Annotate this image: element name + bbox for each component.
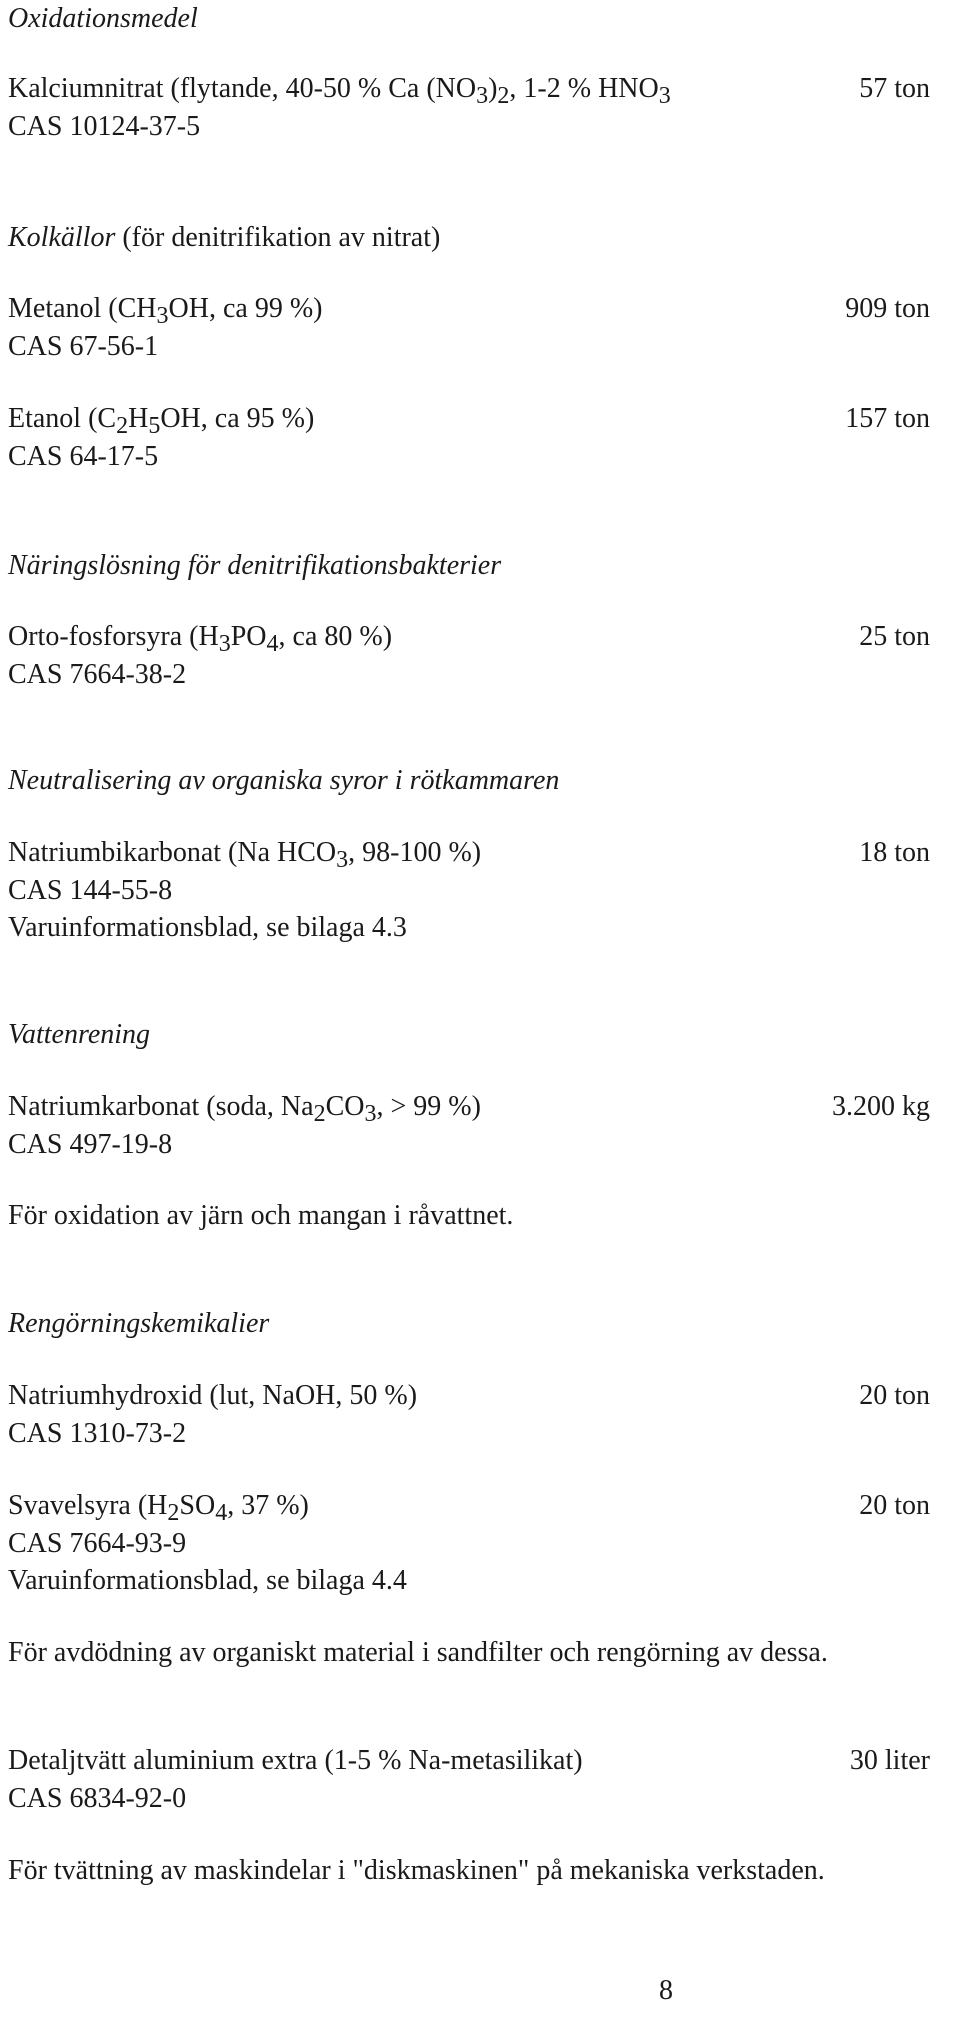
- chemical-name-sulfuric-acid: Svavelsyra (H2SO4, 37 %): [8, 1490, 309, 1526]
- chemical-name-calcium-nitrate: Kalciumnitrat (flytande, 40-50 % Ca (NO3)2, 1-2 % HNO3: [8, 73, 671, 109]
- chemical-name-sodium-hydroxide: Natriumhydroxid (lut, NaOH, 50 %): [8, 1380, 418, 1411]
- amount-phosphoric-acid: 25 ton: [859, 621, 930, 652]
- amount-detergent: 30 liter: [849, 1745, 930, 1776]
- cas-calcium-nitrate: CAS 10124-37-5: [8, 111, 201, 142]
- amount-sodium-hydroxide: 20 ton: [859, 1380, 930, 1411]
- section-heading-oxidation: Oxidationsmedel: [8, 3, 198, 34]
- chemical-name-ethanol: Etanol (C2H5OH, ca 95 %): [8, 403, 315, 439]
- section-heading-neutralisation: Neutralisering av organiska syror i rötkammaren: [8, 765, 560, 796]
- cas-sodium-bicarbonate: CAS 144-55-8: [8, 875, 173, 906]
- cas-sulfuric-acid: CAS 7664-93-9: [8, 1528, 187, 1559]
- purpose-water: För oxidation av järn och mangan i råvattnet.: [8, 1200, 514, 1231]
- cas-sodium-carbonate: CAS 497-19-8: [8, 1129, 173, 1160]
- cas-ethanol: CAS 64-17-5: [8, 441, 159, 472]
- chemical-name-detergent: Detaljtvätt aluminium extra (1-5 % Na-metasilikat): [8, 1745, 583, 1776]
- amount-sodium-bicarbonate: 18 ton: [859, 837, 930, 868]
- section-heading-carbon: Kolkällor (för denitrifikation av nitrat): [8, 222, 441, 253]
- amount-calcium-nitrate: 57 ton: [859, 73, 930, 104]
- chemical-name-phosphoric-acid: Orto-fosforsyra (H3PO4, ca 80 %): [8, 621, 393, 657]
- chemical-name-sodium-bicarbonate: Natriumbikarbonat (Na HCO3, 98-100 %): [8, 837, 482, 873]
- section-heading-nutrient: Näringslösning för denitrifikationsbakterier: [8, 550, 502, 581]
- amount-sulfuric-acid: 20 ton: [859, 1490, 930, 1521]
- cas-detergent: CAS 6834-92-0: [8, 1783, 187, 1814]
- chemical-name-sodium-carbonate: Natriumkarbonat (soda, Na2CO3, > 99 %): [8, 1091, 481, 1127]
- page-number: 8: [659, 1975, 673, 2006]
- amount-ethanol: 157 ton: [845, 403, 930, 434]
- amount-methanol: 909 ton: [845, 293, 930, 324]
- cas-sodium-hydroxide: CAS 1310-73-2: [8, 1418, 187, 1449]
- section-heading-cleaning: Rengörningskemikalier: [8, 1308, 270, 1339]
- amount-sodium-carbonate: 3.200 kg: [832, 1091, 930, 1122]
- cas-phosphoric-acid: CAS 7664-38-2: [8, 659, 187, 690]
- cas-methanol: CAS 67-56-1: [8, 331, 159, 362]
- purpose-detergent: För tvättning av maskindelar i "diskmaskinen" på mekaniska verkstaden.: [8, 1855, 825, 1886]
- chemical-name-methanol: Metanol (CH3OH, ca 99 %): [8, 293, 323, 329]
- note-datasheet-4-3: Varuinformationsblad, se bilaga 4.3: [8, 912, 407, 943]
- purpose-cleaning: För avdödning av organiskt material i sandfilter och rengörning av dessa.: [8, 1637, 828, 1668]
- note-datasheet-4-4: Varuinformationsblad, se bilaga 4.4: [8, 1565, 407, 1596]
- section-heading-water: Vattenrening: [8, 1019, 151, 1050]
